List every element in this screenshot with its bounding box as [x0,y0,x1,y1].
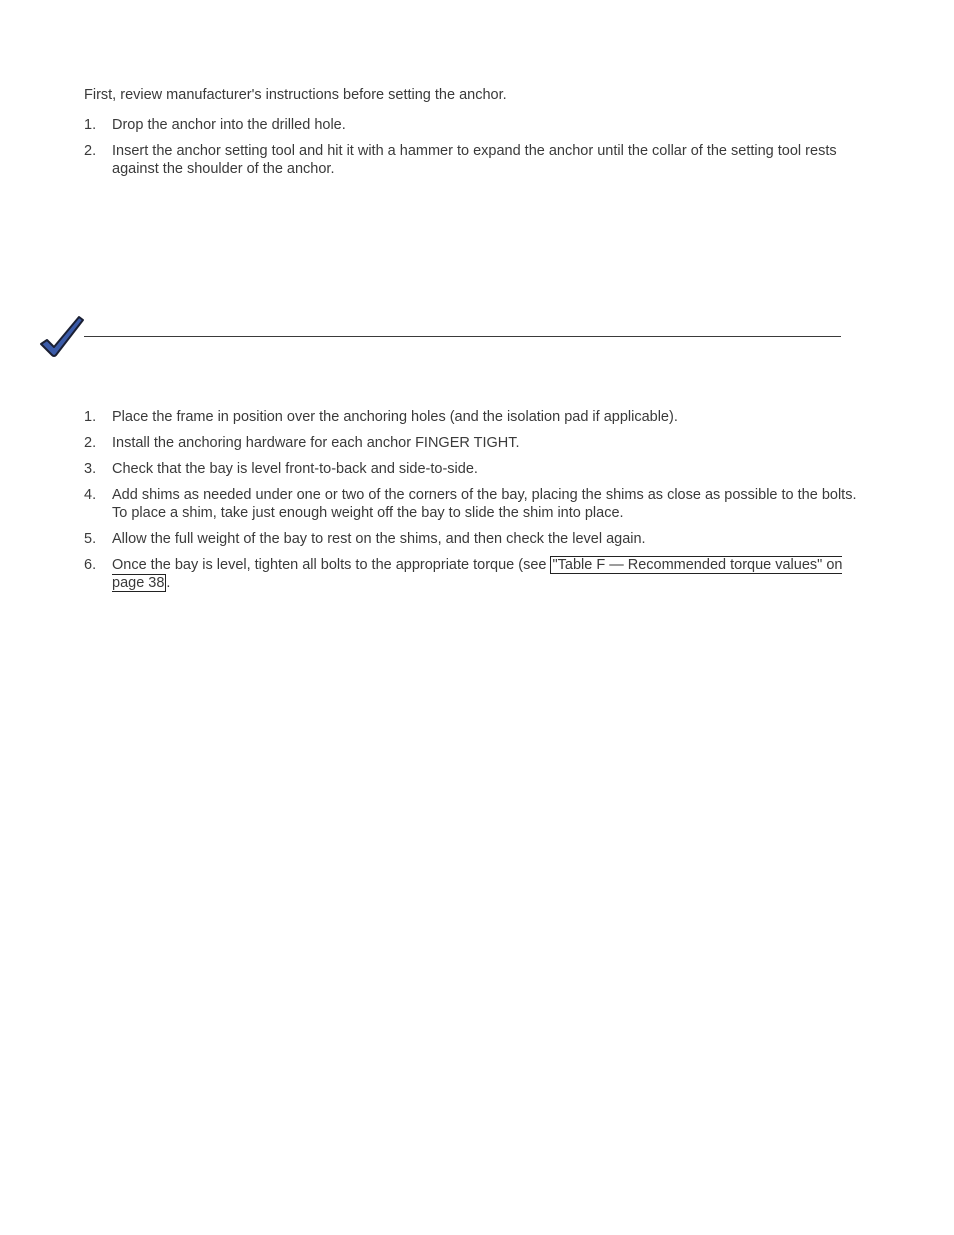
step-number: 5. [84,531,97,547]
step-text: Place the frame in position over the anchoring holes (and the isolation pad if applicable). [112,409,678,425]
checkmark-icon [38,314,86,358]
torque-table-link[interactable]: "Table F — Recommended torque values" on page 38 [112,557,843,591]
step-text: Add shims as needed under one or two of the corners of the bay, placing the shims as close as possible to the bolts. To place a shim, take just enough weight off the bay to slide the shim into place. [112,487,857,521]
step-text: Drop the anchor into the drilled hole. [112,117,346,133]
step-text: Allow the full weight of the bay to rest on the shims, and then check the level again. [112,531,646,547]
step-number: 4. [84,487,97,503]
frame-steps-list [84,408,860,600]
anchor-steps-list [84,116,860,186]
list-item [84,460,860,478]
step-number: 2. [84,435,97,451]
step-number: 1. [84,409,97,425]
step-text: Insert the anchor setting tool and hit it with a hammer to expand the anchor until the collar of the setting tool rests against the shoulder of the anchor. [112,143,837,177]
intro-text: First, review manufacturer's instructions before setting the anchor. [84,87,507,103]
list-item [84,142,860,178]
list-item [84,530,860,548]
step-text: Install the anchoring hardware for each anchor FINGER TIGHT. [112,435,520,451]
list-item [84,486,860,522]
step-number: 3. [84,461,97,477]
list-item [84,116,860,134]
list-item [84,434,860,452]
step-number: 2. [84,143,97,159]
section-divider [84,336,841,337]
step-text-after: . [166,575,171,591]
list-item [84,408,860,426]
step-text: Check that the bay is level front-to-back and side-to-side. [112,461,478,477]
step-number: 1. [84,117,97,133]
step-text-before: Once the bay is level, tighten all bolts to the appropriate torque (see [112,557,551,573]
step-number: 6. [84,557,97,573]
list-item [84,556,860,592]
